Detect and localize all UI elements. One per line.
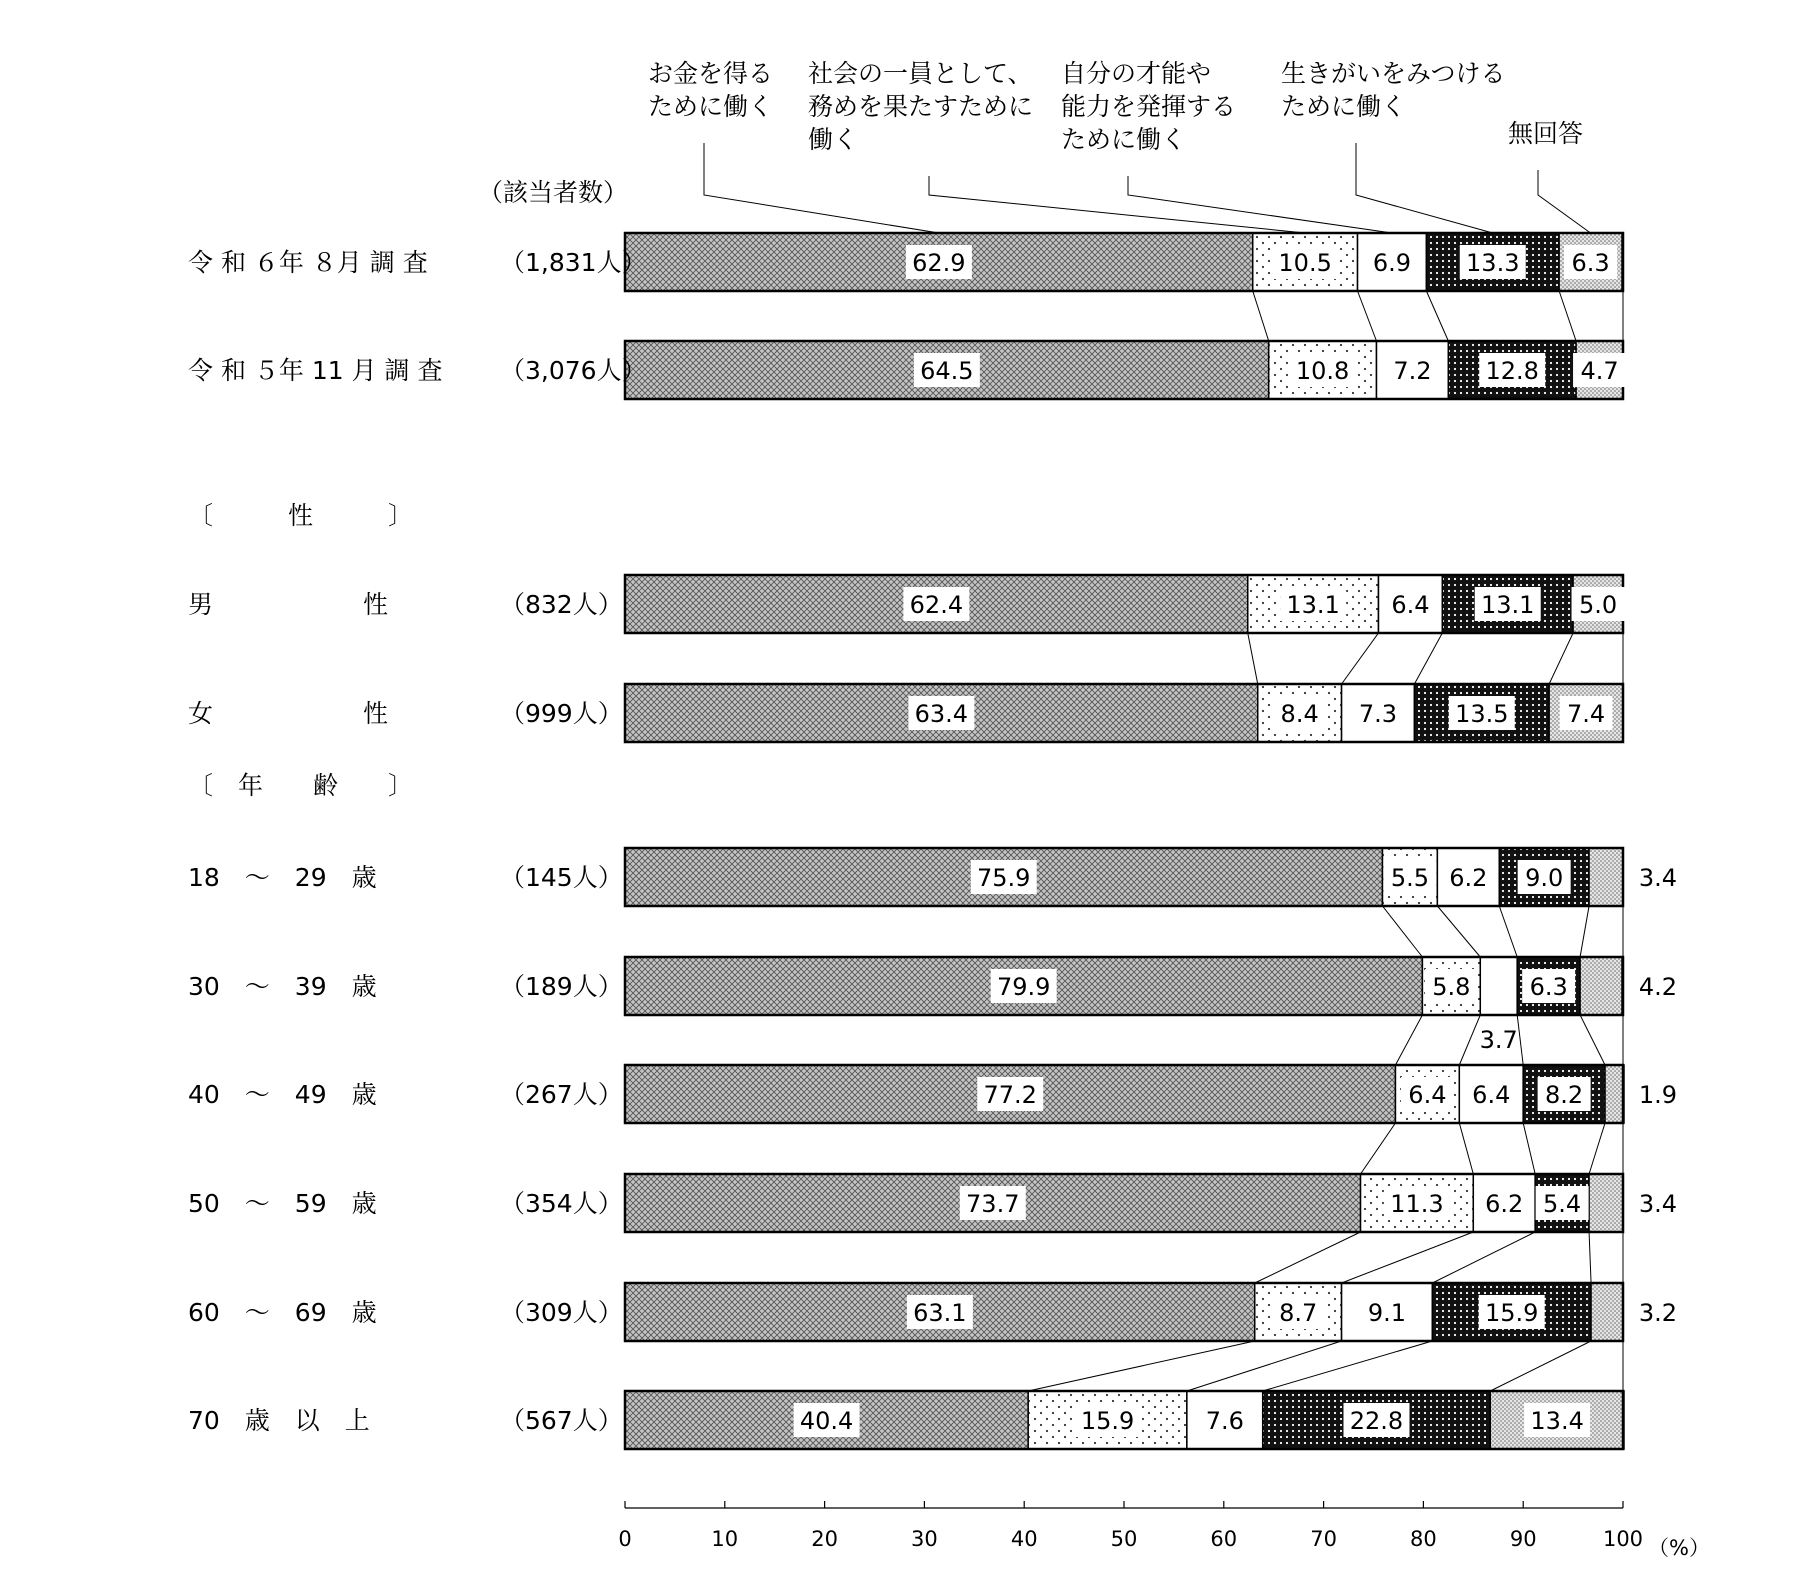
connector-line [1437,906,1480,957]
legend-leader-line [929,176,1305,233]
connector-line [1255,1232,1361,1283]
row-label: 18 ～ 29 歳 [188,863,377,892]
legend-label: ために働く [648,92,774,121]
legend-leader-line [1128,176,1392,233]
value-label: 3.7 [1479,1026,1518,1054]
legend-label: 務めを果たすために [808,92,1034,121]
value-label: 9.1 [1367,1299,1407,1327]
connector-line [1342,1232,1474,1283]
value-label: 6.2 [1449,864,1488,892]
x-tick-label: 50 [1110,1527,1138,1551]
row-label: 女 性 [188,699,389,728]
connector-line [1523,1123,1535,1174]
value-label: 75.9 [977,864,1031,892]
value-label: 5.8 [1432,973,1471,1001]
value-label: 13.1 [1481,591,1535,619]
value-label: 62.9 [912,249,966,277]
connector-line [1459,1015,1480,1065]
connector-line [1589,1123,1605,1174]
x-axis [618,1501,1710,1560]
row-label: 30 ～ 39 歳 [188,972,377,1001]
value-label: 7.3 [1358,700,1398,728]
connector-line [1028,1341,1255,1391]
value-label: 11.3 [1390,1190,1444,1218]
section-header: 〔 年 齢 〕 [188,771,414,800]
value-label: 63.1 [913,1299,967,1327]
count-label: （189人） [500,972,623,1001]
value-label: 6.4 [1472,1081,1511,1109]
value-label: 73.7 [966,1190,1020,1218]
value-label: 13.1 [1286,591,1340,619]
count-label: （832人） [500,590,623,619]
bar-segment-3 [1480,957,1517,1015]
value-label: 63.4 [914,700,969,728]
section-header: 〔 性 〕 [188,501,414,530]
value-label: 10.5 [1278,249,1332,277]
value-label: 1.9 [1638,1081,1678,1109]
row-label: 50 ～ 59 歳 [188,1189,377,1218]
connector-line [1549,633,1573,684]
unit-label: （%） [1648,1536,1710,1560]
bar-segment-5 [1591,1283,1623,1341]
legend-label: 能力を発揮する [1061,92,1237,121]
value-label: 7.4 [1566,700,1606,728]
row-labels [188,178,647,1435]
legend-label: 生きがいをみつける [1281,59,1506,88]
legend-leader-line [704,143,939,233]
connector-line [1459,1123,1473,1174]
value-label: 6.4 [1408,1081,1447,1109]
legend-label: 自分の才能や [1061,59,1212,88]
count-label: （3,076人） [500,356,647,385]
count-header: （該当者数） [478,178,629,207]
value-label: 3.4 [1638,864,1678,892]
value-label: 5.0 [1578,591,1618,619]
count-label: （145人） [500,863,623,892]
x-tick-label: 80 [1410,1527,1437,1551]
value-label: 13.5 [1455,700,1509,728]
bar-segment-5 [1580,957,1622,1015]
count-label: （567人） [500,1406,623,1435]
value-label: 4.7 [1580,357,1619,385]
bar-segment-5 [1589,848,1623,906]
value-label: 6.3 [1529,973,1568,1001]
connector-line [1432,1232,1535,1283]
value-label: 13.3 [1466,249,1520,277]
x-tick-label: 70 [1310,1527,1337,1551]
value-label: 8.7 [1279,1299,1318,1327]
value-label: 3.2 [1638,1299,1678,1327]
legend-leader-line [1538,170,1591,233]
value-label: 9.0 [1525,864,1564,892]
value-label: 77.2 [983,1081,1037,1109]
count-label: （267人） [500,1080,623,1109]
count-label: （999人） [500,699,623,728]
connector-line [1580,906,1589,957]
x-tick-label: 90 [1509,1527,1537,1551]
value-label: 40.4 [799,1407,854,1435]
value-label: 6.4 [1391,591,1430,619]
row-label: 70 歳 以 上 [188,1406,370,1435]
x-tick-label: 40 [1010,1527,1038,1551]
stacked-bars [625,233,1677,1449]
row-label: 令 和 ５年 11 月 調 査 [188,356,443,385]
legend-label: ために働く [1281,92,1407,121]
value-label: 4.2 [1638,973,1678,1001]
x-tick-label: 20 [811,1527,838,1551]
value-label: 8.4 [1280,700,1319,728]
value-label: 22.8 [1349,1407,1404,1435]
connector-line [1499,906,1517,957]
connector-line [1414,633,1442,684]
value-label: 10.8 [1295,357,1350,385]
connector-line [1490,1341,1591,1391]
value-label: 62.4 [909,591,964,619]
legend [648,59,1591,233]
legend-leader-line [1356,143,1493,233]
value-label: 6.3 [1571,249,1610,277]
legend-label: 働く [808,125,859,154]
value-label: 6.2 [1485,1190,1524,1218]
legend-label: 無回答 [1508,119,1584,148]
connector-line [1361,1123,1396,1174]
connector-line [1517,1015,1523,1065]
value-label: 79.9 [996,973,1051,1001]
connector-line [1426,291,1448,341]
bar-segment-5 [1589,1174,1623,1232]
count-label: （309人） [500,1298,623,1327]
connector-line [1395,1015,1422,1065]
value-label: 64.5 [920,357,974,385]
value-label: 3.4 [1638,1190,1678,1218]
connector-line [1342,633,1379,684]
count-label: （354人） [500,1189,623,1218]
value-label: 12.8 [1485,357,1539,385]
value-label: 15.9 [1080,1407,1135,1435]
row-label: 40 ～ 49 歳 [188,1080,377,1109]
row-label: 60 ～ 69 歳 [188,1298,377,1327]
connector-line [1248,633,1258,684]
x-tick-label: 100 [1602,1527,1644,1551]
row-label: 令 和 ６年 ８月 調 査 [188,248,428,277]
connector-line [1358,291,1377,341]
connector-line [1382,906,1422,957]
x-tick-label: 60 [1210,1527,1238,1551]
value-label: 13.4 [1530,1407,1584,1435]
value-label: 5.4 [1543,1190,1582,1218]
value-label: 7.6 [1205,1407,1244,1435]
x-tick-label: 10 [711,1527,739,1551]
connector-line [1253,291,1269,341]
row-label: 男 性 [188,590,389,619]
count-label: （1,831人） [500,248,647,277]
x-tick-label: 0 [618,1527,632,1551]
legend-label: ために働く [1061,125,1187,154]
legend-label: お金を得る [648,59,774,88]
value-label: 8.2 [1545,1081,1584,1109]
connector-line [1589,1232,1591,1283]
value-label: 15.9 [1485,1299,1539,1327]
x-tick-label: 30 [911,1527,938,1551]
connector-line [1187,1341,1342,1391]
connector-line [1559,291,1576,341]
value-label: 6.9 [1372,249,1412,277]
bar-segment-5 [1605,1065,1624,1123]
connector-line [1263,1341,1433,1391]
legend-label: 社会の一員として、 [808,59,1033,88]
connector-line [1580,1015,1605,1065]
value-label: 5.5 [1390,864,1430,892]
value-label: 7.2 [1393,357,1432,385]
